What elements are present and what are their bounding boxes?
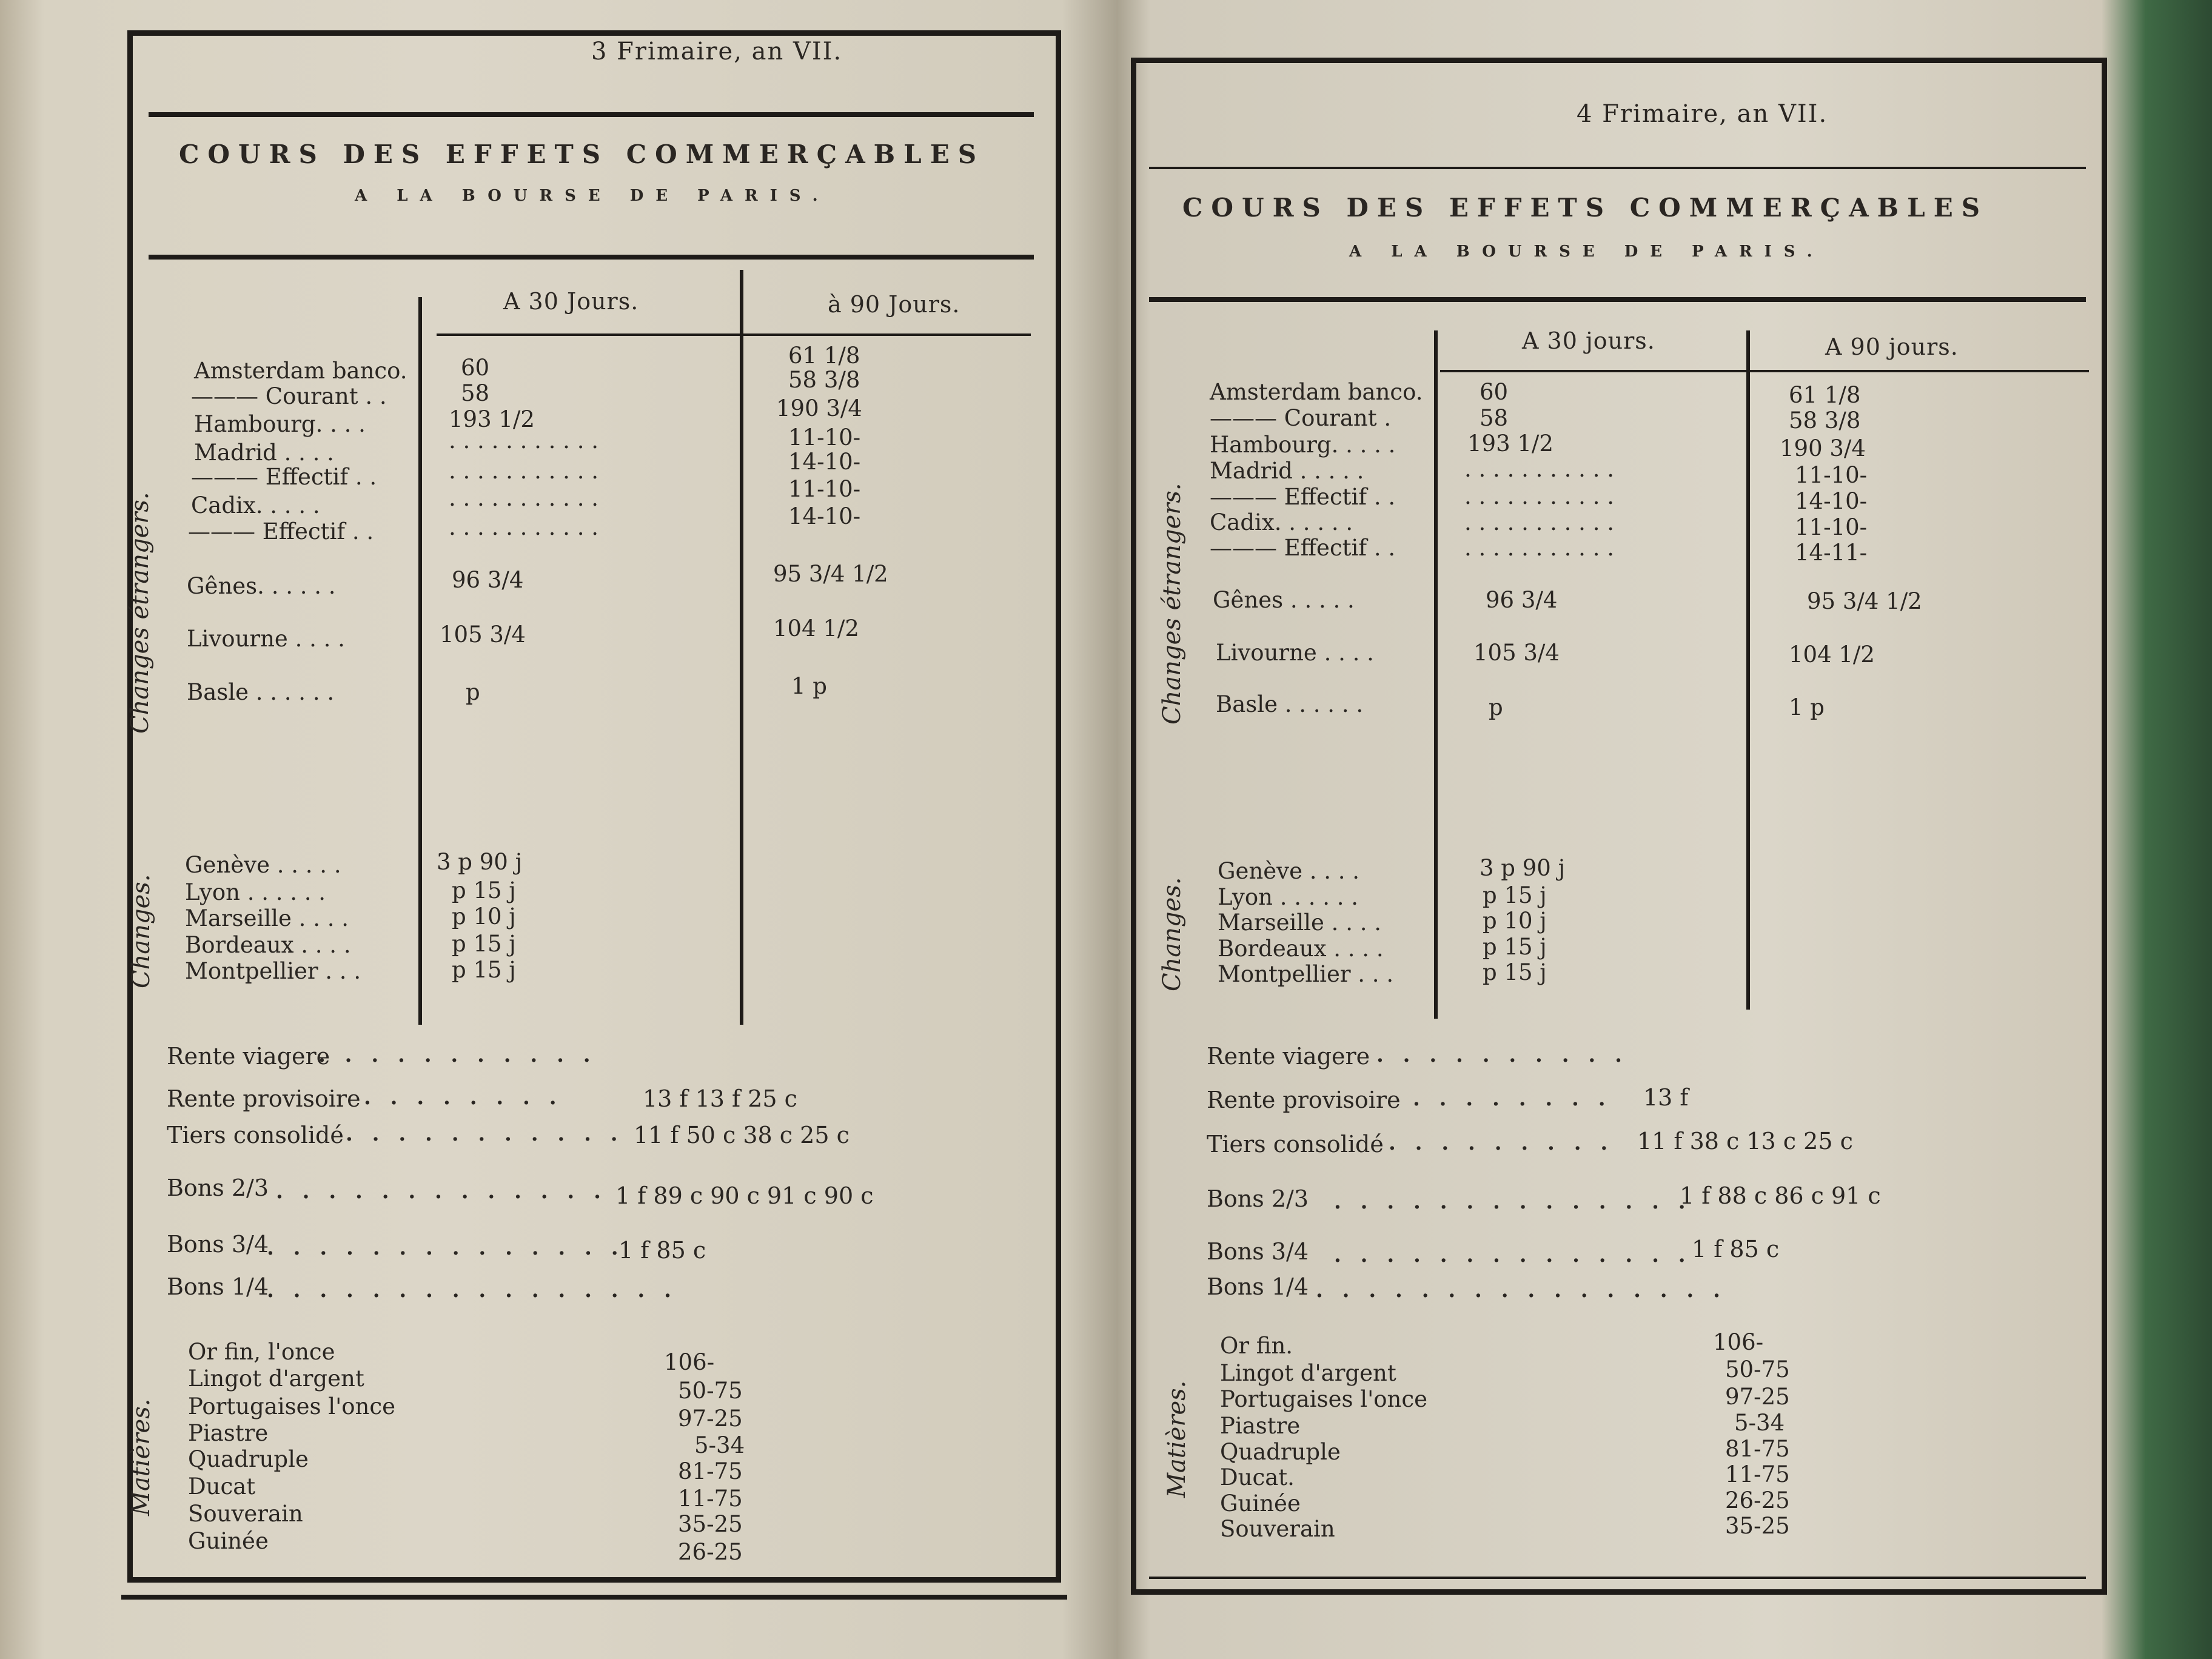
right-row-90: 1 p bbox=[1789, 694, 1825, 720]
right-bottom-label: Bons 2/3 bbox=[1207, 1185, 1309, 1212]
left-matiere-label: Or fin, l'once bbox=[188, 1339, 335, 1365]
right-row-30: 96 3/4 bbox=[1486, 587, 1558, 613]
left-col-30-header: A 30 Jours. bbox=[503, 288, 639, 315]
right-row-30: . . . . . . . . . . . bbox=[1464, 535, 1614, 561]
right-change-value: 3 p 90 j bbox=[1480, 855, 1566, 881]
right-row-label: Cadix. . . . . . bbox=[1210, 509, 1353, 535]
left-col-head-rule bbox=[437, 333, 1031, 336]
left-title-rule bbox=[149, 255, 1034, 260]
right-bottom-value: 13 f bbox=[1643, 1084, 1689, 1111]
left-change-value: 3 p 90 j bbox=[437, 849, 523, 875]
right-row-label: Madrid . . . . . bbox=[1210, 458, 1364, 484]
left-row-90: 11-10- bbox=[788, 476, 861, 502]
right-title-rule bbox=[1149, 297, 2086, 302]
left-row-90: 14-10- bbox=[788, 503, 861, 529]
left-matiere-value: 50-75 bbox=[678, 1378, 743, 1404]
right-page bbox=[1091, 0, 2212, 1659]
left-matiere-label: Guinée bbox=[188, 1528, 269, 1554]
right-bottom-label: Tiers consolidé bbox=[1207, 1131, 1384, 1158]
right-row-30: 193 1/2 bbox=[1467, 431, 1553, 457]
left-row-label: Livourne . . . . bbox=[187, 626, 345, 652]
right-leader-dots: . . . . . . . . . . . . . . bbox=[1334, 1243, 1692, 1267]
right-row-label: Basle . . . . . . bbox=[1216, 691, 1364, 717]
right-matiere-label: Guinée bbox=[1220, 1490, 1301, 1517]
right-row-label: ——— Effectif . . bbox=[1210, 484, 1396, 510]
left-matiere-label: Lingot d'argent bbox=[188, 1366, 364, 1392]
left-matiere-label: Portugaises l'once bbox=[188, 1393, 395, 1419]
left-row-90: 11-10- bbox=[788, 424, 861, 451]
left-change-label: Bordeaux . . . . bbox=[185, 932, 351, 958]
left-row-90: 61 1/8 bbox=[788, 343, 860, 369]
left-change-value: p 10 j bbox=[452, 903, 516, 930]
right-leader-dots: . . . . . . . . . . . . . . . . bbox=[1316, 1278, 1726, 1302]
left-row-label: ——— Courant . . bbox=[191, 383, 387, 409]
right-row-label: Hambourg. . . . . bbox=[1210, 432, 1396, 458]
left-bottom-value: 13 f 13 f 25 c bbox=[643, 1085, 797, 1112]
right-row-30: p bbox=[1489, 694, 1503, 720]
left-matiere-value: 81-75 bbox=[678, 1458, 743, 1484]
left-bottom-label: Tiers consolidé bbox=[167, 1122, 344, 1148]
right-change-label: Bordeaux . . . . bbox=[1218, 936, 1384, 962]
right-row-label: ——— Effectif . . bbox=[1210, 535, 1396, 561]
right-matiere-value: 106- bbox=[1713, 1329, 1764, 1355]
right-matiere-label: Portugaises l'once bbox=[1220, 1386, 1427, 1412]
left-change-label: Lyon . . . . . . bbox=[185, 879, 326, 905]
left-row-30: 193 1/2 bbox=[449, 406, 535, 432]
left-row-30: p bbox=[466, 679, 480, 705]
right-row-90: 11-10- bbox=[1795, 462, 1868, 488]
left-matiere-value: 35-25 bbox=[678, 1511, 743, 1537]
right-row-90: 104 1/2 bbox=[1789, 642, 1875, 668]
left-row-label: ——— Effectif . . bbox=[191, 464, 377, 490]
left-page-date: 3 Frimaire, an VII. bbox=[591, 38, 843, 65]
left-row-label: Basle . . . . . . bbox=[187, 679, 335, 705]
right-bottom-label: Rente provisoire bbox=[1207, 1087, 1401, 1113]
right-matiere-label: Ducat. bbox=[1220, 1464, 1295, 1490]
right-change-value: p 15 j bbox=[1483, 959, 1547, 985]
left-leader-dots: . . . . . . . . . . . bbox=[318, 1043, 597, 1067]
right-top-rule bbox=[1149, 167, 2086, 169]
left-leader-dots: . . . . . . . . . . . . . bbox=[276, 1179, 607, 1204]
left-group-changes-etrangers: Changes étrangers. bbox=[126, 492, 154, 734]
left-col-divider-1 bbox=[418, 297, 422, 1025]
right-row-label: ——— Courant . bbox=[1210, 405, 1392, 431]
right-bottom-rule bbox=[1149, 1577, 2086, 1579]
right-row-90: 58 3/8 bbox=[1789, 407, 1861, 434]
right-row-30: 105 3/4 bbox=[1473, 640, 1560, 666]
left-group-matieres: Matières. bbox=[127, 1398, 155, 1516]
left-row-label: Cadix. . . . . bbox=[191, 492, 320, 518]
left-change-label: Marseille . . . . bbox=[185, 905, 349, 931]
right-row-label: Livourne . . . . bbox=[1216, 640, 1374, 666]
left-change-value: p 15 j bbox=[452, 877, 516, 903]
right-matiere-label: Lingot d'argent bbox=[1220, 1360, 1396, 1386]
left-group-changes: Changes. bbox=[127, 874, 155, 988]
right-col-head-rule bbox=[1440, 370, 2089, 372]
right-row-90: 11-10- bbox=[1795, 514, 1868, 540]
left-row-label: ——— Effectif . . bbox=[188, 518, 374, 545]
right-matiere-label: Souverain bbox=[1220, 1516, 1335, 1542]
right-matiere-label: Quadruple bbox=[1220, 1439, 1341, 1465]
right-row-30: 58 bbox=[1480, 405, 1509, 431]
right-leader-dots: . . . . . . . . bbox=[1413, 1087, 1612, 1111]
right-matiere-label: Or fin. bbox=[1220, 1333, 1293, 1359]
left-bottom-label: Bons 1/4 bbox=[167, 1273, 269, 1300]
left-row-90: 58 3/8 bbox=[788, 367, 860, 393]
left-matiere-value: 106- bbox=[664, 1349, 715, 1375]
left-row-30: . . . . . . . . . . . bbox=[449, 485, 598, 511]
left-col-90-header: à 90 Jours. bbox=[828, 291, 960, 318]
left-bottom-value: 11 f 50 c 38 c 25 c bbox=[634, 1122, 850, 1148]
right-row-90: 95 3/4 1/2 bbox=[1807, 588, 1922, 614]
right-matiere-value: 26-25 bbox=[1725, 1487, 1790, 1513]
right-col-90-header: A 90 jours. bbox=[1825, 333, 1959, 360]
left-matiere-label: Quadruple bbox=[188, 1446, 309, 1472]
right-change-value: p 10 j bbox=[1483, 908, 1547, 934]
right-col-30-header: A 30 jours. bbox=[1522, 327, 1655, 354]
left-page bbox=[0, 0, 1091, 1659]
right-page-date: 4 Frimaire, an VII. bbox=[1577, 100, 1828, 128]
right-leader-dots: . . . . . . . . . . bbox=[1376, 1043, 1628, 1067]
right-col-divider-2 bbox=[1746, 330, 1750, 1010]
left-matiere-value: 5-34 bbox=[694, 1432, 745, 1458]
left-row-30: . . . . . . . . . . . bbox=[449, 514, 598, 540]
left-matiere-value: 97-25 bbox=[678, 1406, 743, 1432]
right-page-title: COURS DES EFFETS COMMERÇABLES bbox=[1182, 193, 1989, 223]
right-matiere-value: 35-25 bbox=[1725, 1513, 1790, 1539]
left-row-90: 104 1/2 bbox=[773, 615, 859, 642]
right-bottom-label: Bons 1/4 bbox=[1207, 1273, 1309, 1300]
left-matiere-label: Piastre bbox=[188, 1420, 269, 1446]
right-leader-dots: . . . . . . . . . . . . . . bbox=[1334, 1190, 1692, 1214]
left-bottom-value: 1 f 85 c bbox=[618, 1237, 706, 1264]
right-row-label: Gênes . . . . . bbox=[1213, 587, 1355, 613]
right-row-30: . . . . . . . . . . . bbox=[1464, 456, 1614, 482]
left-top-rule bbox=[149, 112, 1034, 117]
right-group-changes-etrangers: Changes étrangers. bbox=[1158, 483, 1186, 725]
left-row-30: 105 3/4 bbox=[440, 622, 526, 648]
right-change-label: Lyon . . . . . . bbox=[1218, 884, 1359, 910]
right-group-changes: Changes. bbox=[1158, 877, 1186, 991]
left-leader-dots: . . . . . . . . . . . . . . . . bbox=[267, 1278, 677, 1302]
right-matiere-value: 5-34 bbox=[1734, 1410, 1785, 1436]
right-row-label: Amsterdam banco. bbox=[1210, 379, 1423, 405]
left-row-30: . . . . . . . . . . . bbox=[449, 427, 598, 454]
left-row-90: 190 3/4 bbox=[776, 395, 862, 421]
left-matiere-value: 11-75 bbox=[678, 1486, 743, 1512]
right-matiere-value: 81-75 bbox=[1725, 1436, 1790, 1462]
left-row-label: Madrid . . . . bbox=[194, 440, 334, 466]
left-bottom-label: Bons 2/3 bbox=[167, 1175, 269, 1201]
right-row-30: . . . . . . . . . . . bbox=[1464, 509, 1614, 535]
left-row-30: 58 bbox=[461, 380, 490, 406]
left-bottom-label: Rente viagere bbox=[167, 1043, 330, 1070]
right-change-value: p 15 j bbox=[1483, 882, 1547, 908]
right-row-90: 61 1/8 bbox=[1789, 382, 1861, 408]
left-leader-dots: . . . . . . . . bbox=[364, 1085, 563, 1110]
right-bottom-value: 1 f 88 c 86 c 91 c bbox=[1680, 1182, 1881, 1209]
right-leader-dots: . . . . . . . . . bbox=[1389, 1131, 1614, 1155]
right-group-matieres: Matières. bbox=[1163, 1380, 1191, 1498]
right-row-90: 14-11- bbox=[1795, 540, 1868, 566]
left-col-divider-2 bbox=[740, 270, 743, 1025]
left-row-90: 95 3/4 1/2 bbox=[773, 561, 888, 587]
right-matiere-label: Piastre bbox=[1220, 1413, 1301, 1439]
right-change-label: Marseille . . . . bbox=[1218, 910, 1382, 936]
left-bottom-label: Rente provisoire bbox=[167, 1085, 361, 1112]
right-matiere-value: 97-25 bbox=[1725, 1384, 1790, 1410]
right-matiere-value: 50-75 bbox=[1725, 1356, 1790, 1382]
right-bottom-value: 1 f 85 c bbox=[1692, 1236, 1780, 1262]
right-matiere-value: 11-75 bbox=[1725, 1461, 1790, 1487]
left-matiere-label: Souverain bbox=[188, 1501, 303, 1527]
right-change-label: Montpellier . . . bbox=[1218, 961, 1394, 987]
left-bottom-label: Bons 3/4 bbox=[167, 1231, 269, 1258]
left-page-title: COURS DES EFFETS COMMERÇABLES bbox=[179, 139, 985, 169]
left-row-label: Hambourg. . . . bbox=[194, 411, 366, 437]
right-col-divider-1 bbox=[1434, 330, 1438, 1019]
left-matiere-label: Ducat bbox=[188, 1473, 256, 1500]
left-leader-dots: . . . . . . . . . . . bbox=[346, 1122, 624, 1146]
left-row-label: Gênes. . . . . . bbox=[187, 573, 336, 599]
right-bottom-value: 11 f 38 c 13 c 25 c bbox=[1637, 1128, 1853, 1155]
left-matiere-value: 26-25 bbox=[678, 1539, 743, 1565]
left-change-value: p 15 j bbox=[452, 957, 516, 983]
left-row-30: 96 3/4 bbox=[452, 567, 524, 593]
left-row-30: 60 bbox=[461, 355, 490, 381]
left-bottom-value: 1 f 89 c 90 c 91 c 90 c bbox=[615, 1182, 874, 1209]
right-change-label: Genève . . . . bbox=[1218, 858, 1360, 884]
left-row-label: Amsterdam banco. bbox=[194, 358, 407, 384]
left-row-90: 1 p bbox=[791, 673, 827, 699]
right-bottom-label: Rente viagere bbox=[1207, 1043, 1370, 1070]
left-change-label: Montpellier . . . bbox=[185, 958, 361, 984]
right-row-30: . . . . . . . . . . . bbox=[1464, 483, 1614, 509]
right-row-30: 60 bbox=[1480, 379, 1509, 405]
right-page-subtitle: A LA BOURSE DE PARIS. bbox=[1349, 243, 1825, 261]
left-row-90: 14-10- bbox=[788, 449, 861, 475]
left-row-30: . . . . . . . . . . . bbox=[449, 458, 598, 484]
left-change-value: p 15 j bbox=[452, 931, 516, 957]
left-bottom-rule bbox=[121, 1595, 1067, 1600]
right-bottom-label: Bons 3/4 bbox=[1207, 1238, 1309, 1265]
right-change-value: p 15 j bbox=[1483, 934, 1547, 960]
left-change-label: Genève . . . . . bbox=[185, 852, 341, 878]
right-row-90: 14-10- bbox=[1795, 488, 1868, 514]
left-page-subtitle: A LA BOURSE DE PARIS. bbox=[355, 187, 830, 205]
right-row-90: 190 3/4 bbox=[1780, 435, 1866, 461]
left-leader-dots: . . . . . . . . . . . . . . bbox=[267, 1236, 625, 1260]
